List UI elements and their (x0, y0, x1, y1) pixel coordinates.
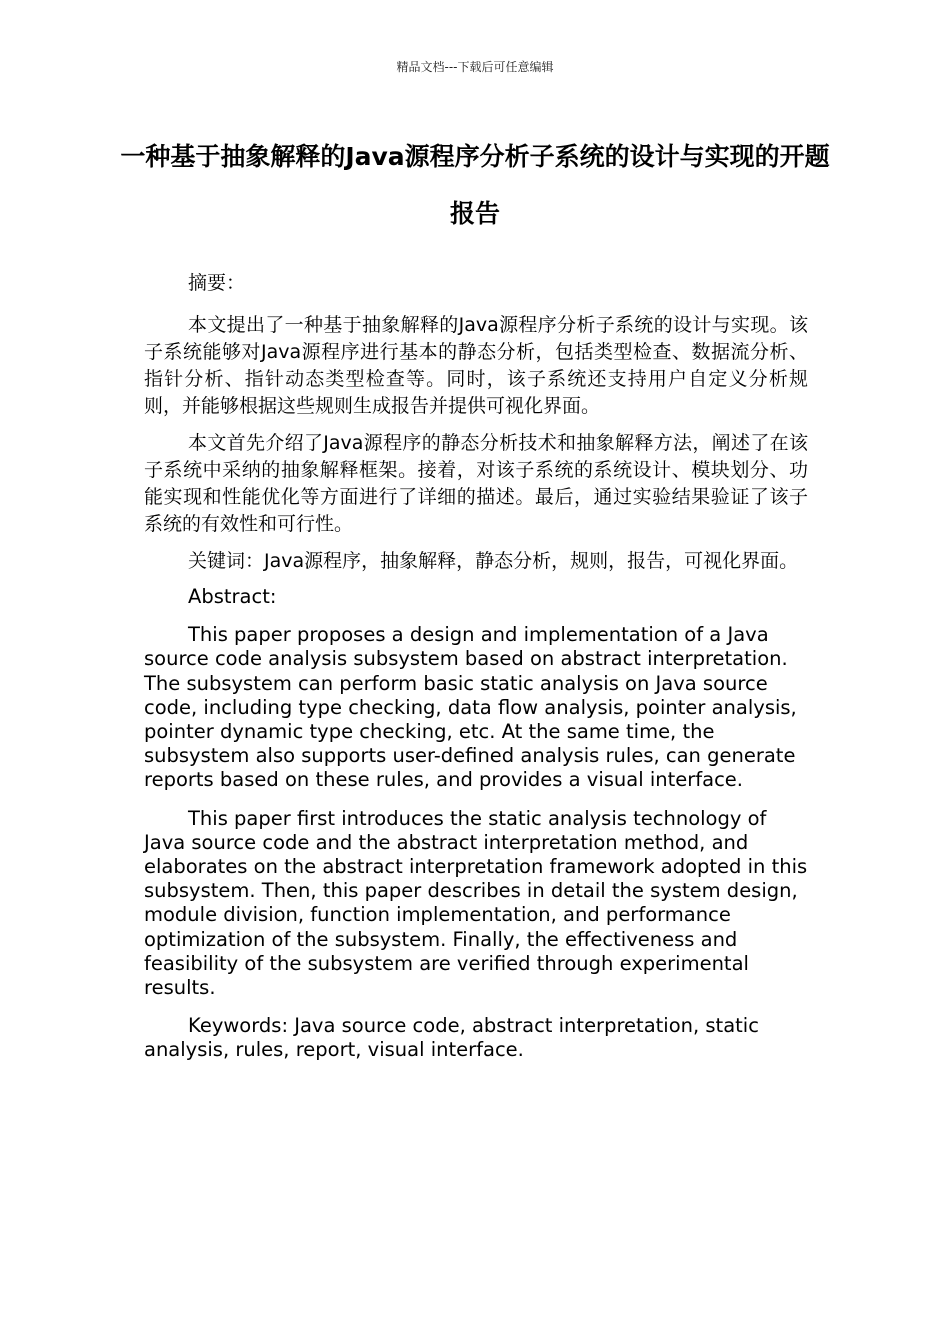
abstract-en-paragraph-1: This paper proposes a design and implementation of a Java source code analysis subsystem based on abstract interpretation. The subsystem can perform basic static analysis on Java source code, including type checking, data flow analysis, pointer analysis, pointer dynamic type checking, etc. At the same time, the subsystem also supports user-defined analysis rules, can generate reports based on these rules, and provides a visual interface. (144, 623, 797, 792)
page-header-note: 精品文档---下载后可任意编辑 (396, 60, 554, 74)
document-body (144, 270, 808, 1077)
abstract-zh-paragraph-2: 本文首先介绍了Java源程序的静态分析技术和抽象解释方法，阐述了在该子系统中采纳的抽象解释框架。接着，对该子系统的系统设计、模块划分、功能实现和性能优化等方面进行了详细的描述。最后，通过实验结果验证了该子系统的有效性和可行性。 (144, 432, 808, 535)
keywords-en: Keywords: Java source code, abstract interpretation, static analysis, rules, report, visual interface. (144, 1014, 759, 1062)
abstract-en-label: Abstract: (188, 585, 277, 608)
keywords-zh: 关键词：Java源程序，抽象解释，静态分析，规则，报告，可视化界面。 (188, 550, 799, 572)
abstract-zh-paragraph-1: 本文提出了一种基于抽象解释的Java源程序分析子系统的设计与实现。该子系统能够对Java源程序进行基本的静态分析，包括类型检查、数据流分析、指针分析、指针动态类型检查等。同时，该子系统还支持用户自定义分析规则，并能够根据这些规则生成报告并提供可视化界面。 (144, 314, 808, 417)
abstract-zh-label: 摘要： (188, 272, 246, 294)
abstract-en-paragraph-2: This paper first introduces the static analysis technology of Java source code and the abstract interpretation method, and elaborates on the abstract interpretation framework adopted in this subsystem. Then, this paper describes in detail the system design, module division, function implementation, and performance optimization of the subsystem. Finally, the effectiveness and feasibility of the subsystem are verified through experimental results. (144, 806, 808, 1000)
document-title: 一种基于抽象解释的Java源程序分析子系统的设计与实现的开题报告 (120, 142, 830, 228)
